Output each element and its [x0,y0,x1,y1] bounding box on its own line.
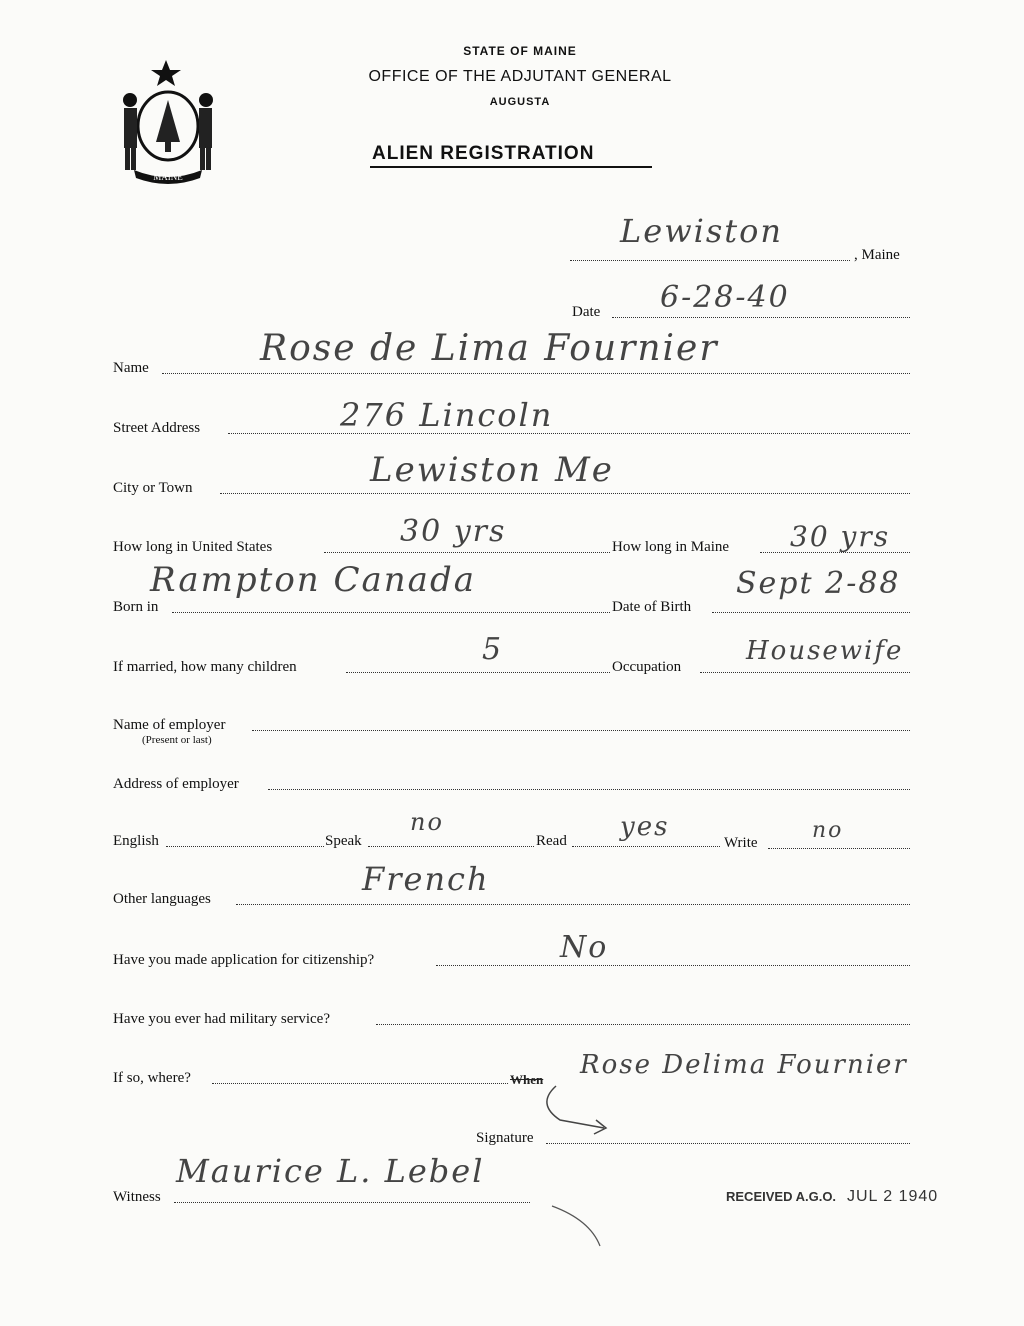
maine-suffix-label: , Maine [854,247,900,263]
state-heading: STATE OF MAINE [463,44,577,58]
citizenship-label: Have you made application for citizenship? [113,952,375,968]
signature-value: Rose Delima Fournier [580,1050,908,1080]
born-in-label: Born in [113,599,159,615]
other-languages-value: French [362,860,490,898]
other-languages-label: Other languages [113,891,211,907]
speak-value: no [410,808,444,836]
employer-address-label: Address of employer [113,776,239,792]
street-value: 276 Lincoln [340,396,554,434]
military-label: Have you ever had military service? [113,1011,330,1027]
date-label: Date [572,304,601,320]
town-value: Lewiston [620,212,783,250]
city-heading: AUGUSTA [489,96,551,108]
when-label-struck: When [510,1072,544,1087]
date-value: 6-28-40 [660,280,790,315]
born-in-value: Rampton Canada [150,560,476,600]
speak-label: Speak [325,833,362,849]
office-heading: OFFICE OF THE ADJUTANT GENERAL [368,68,672,85]
where-label: If so, where? [113,1070,191,1086]
english-label: English [113,833,159,849]
read-label: Read [536,833,567,849]
employer-sub-label: (Present or last) [142,734,212,746]
name-label: Name [113,360,149,376]
occupation-value: Housewife [746,636,904,666]
received-stamp-date: JUL 2 1940 [846,1188,939,1205]
how-long-us-value: 30 yrs [400,514,507,549]
write-value: no [812,818,844,843]
dob-value: Sept 2-88 [736,566,901,601]
read-value: yes [620,812,670,842]
svg-text:MAINE: MAINE [153,172,183,182]
how-long-maine-value: 30 yrs [790,520,891,553]
city-label: City or Town [113,480,193,496]
received-stamp-label: RECEIVED A.G.O. [726,1189,837,1204]
street-label: Street Address [113,420,201,436]
dob-label: Date of Birth [612,599,692,615]
citizenship-value: No [560,930,609,965]
signature-label: Signature [476,1130,534,1146]
children-label: If married, how many children [113,659,297,675]
witness-value: Maurice L. Lebel [176,1152,485,1190]
received-stamp [726,1188,938,1206]
city-value: Lewiston Me [370,450,614,490]
how-long-maine-label: How long in Maine [612,539,730,555]
occupation-label: Occupation [612,659,682,675]
form-title: ALIEN REGISTRATION [372,143,595,164]
write-label: Write [724,835,758,851]
employer-label: Name of employer [113,717,226,733]
how-long-us-label: How long in United States [113,539,273,555]
witness-label: Witness [113,1189,161,1205]
children-value: 5 [482,632,504,667]
name-value: Rose de Lima Fournier [260,328,719,369]
